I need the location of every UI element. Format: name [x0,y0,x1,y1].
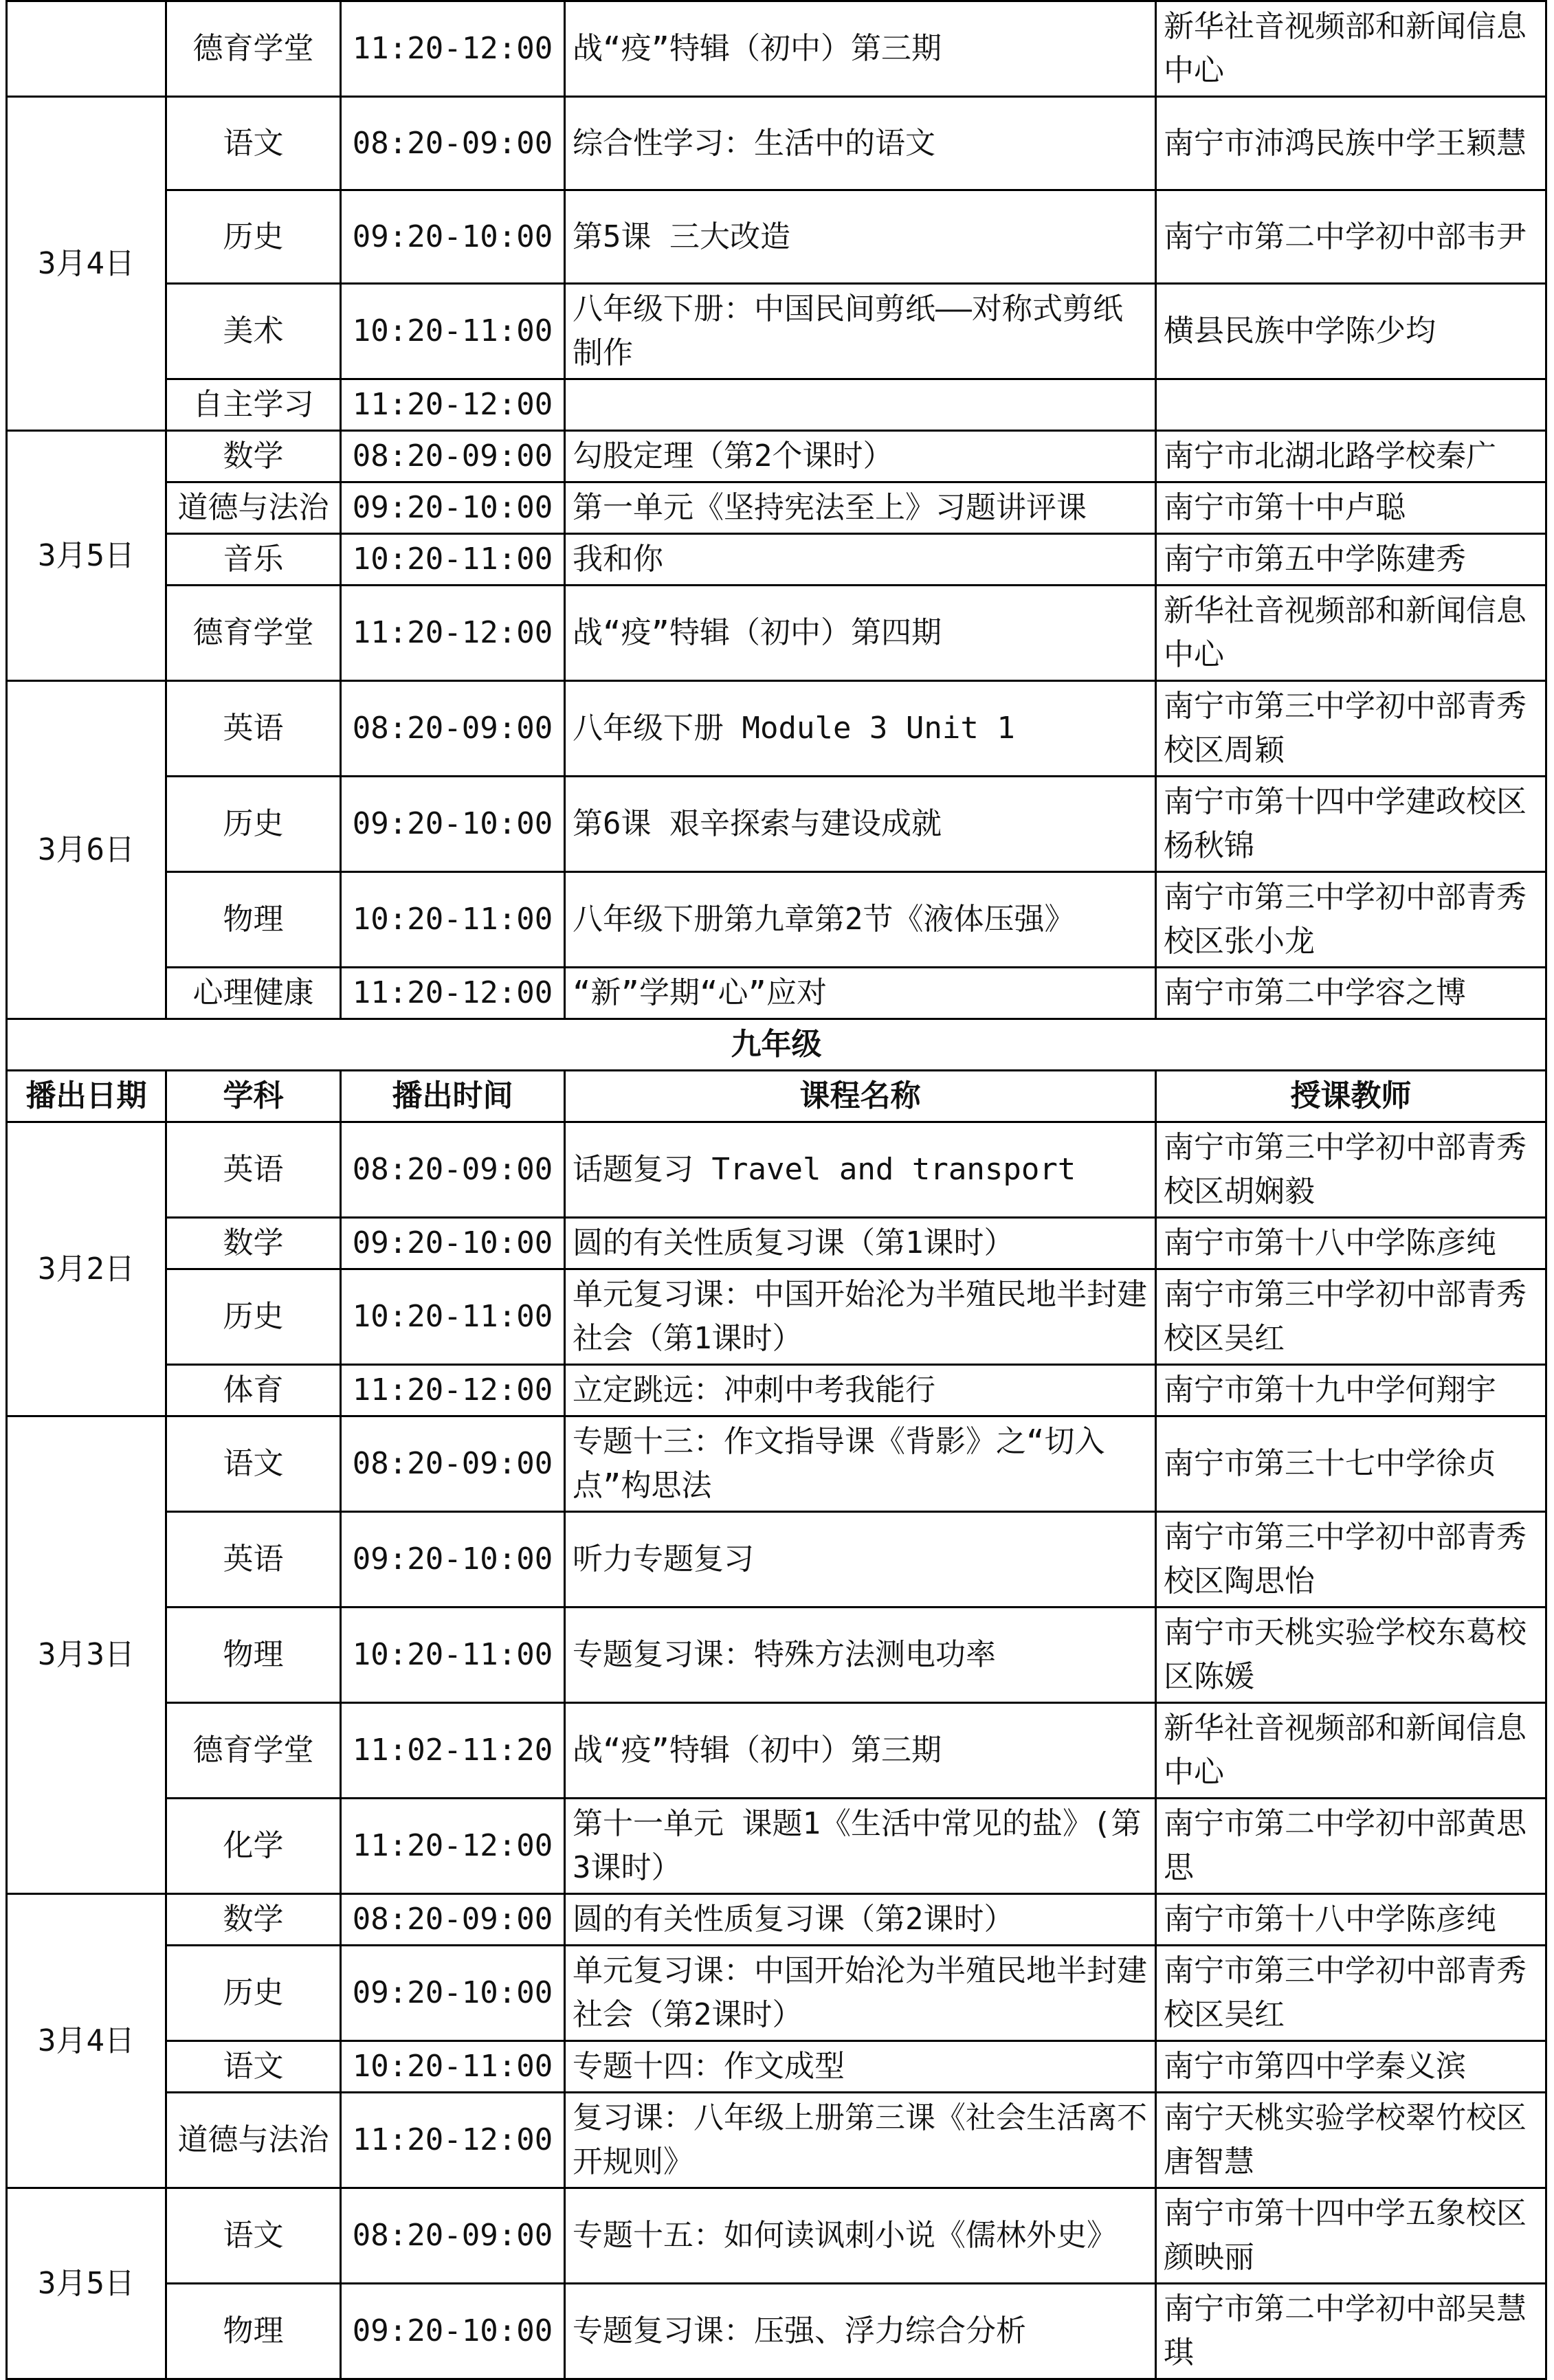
subject-cell: 音乐 [166,534,341,586]
subject-cell: 物理 [166,872,341,968]
table-row [7,1122,1546,1218]
teacher-cell: 南宁市第三十七中学徐贞 [1156,1416,1546,1512]
teacher-cell: 新华社音视频部和新闻信息中心 [1156,1,1546,97]
course-cell: 我和你 [565,534,1156,586]
time-cell: 10:20-11:00 [341,1269,565,1365]
table-row [7,2188,1546,2284]
date-cell: 3月3日 [7,1416,166,1894]
date-cell [7,1,166,97]
table-row [7,1365,1546,1416]
course-cell: 专题十三：作文指导课《背影》之“切入点”构思法 [565,1416,1156,1512]
table-row [7,1416,1546,1512]
teacher-cell: 南宁市第十九中学何翔宇 [1156,1365,1546,1416]
table-row [7,431,1546,482]
time-cell: 10:20-11:00 [341,534,565,586]
header-teacher: 授课教师 [1156,1071,1546,1122]
teacher-cell: 南宁市沛鸿民族中学王颖慧 [1156,97,1546,190]
time-cell: 09:20-10:00 [341,1946,565,2041]
course-cell: 单元复习课：中国开始沦为半殖民地半封建社会（第1课时） [565,1269,1156,1365]
date-cell: 3月4日 [7,1894,166,2188]
header-date: 播出日期 [7,1071,166,1122]
course-cell: 话题复习 Travel and transport [565,1122,1156,1218]
course-cell [565,379,1156,431]
table-row [7,777,1546,872]
time-cell: 11:20-12:00 [341,379,565,431]
course-cell: 复习课：八年级上册第三课《社会生活离不开规则》 [565,2093,1156,2188]
subject-cell: 英语 [166,1512,341,1608]
teacher-cell: 南宁市第三中学初中部青秀校区周颖 [1156,681,1546,777]
subject-cell: 物理 [166,1608,341,1703]
table-row [7,534,1546,586]
course-cell: 综合性学习：生活中的语文 [565,97,1156,190]
subject-cell: 语文 [166,1416,341,1512]
teacher-cell: 南宁市第十中卢聪 [1156,482,1546,534]
course-cell: 专题复习课：压强、浮力综合分析 [565,2284,1156,2379]
table-row [7,2093,1546,2188]
course-cell: 第一单元《坚持宪法至上》习题讲评课 [565,482,1156,534]
subject-cell: 物理 [166,2284,341,2379]
teacher-cell: 南宁天桃实验学校翠竹校区唐智慧 [1156,2093,1546,2188]
time-cell: 09:20-10:00 [341,777,565,872]
time-cell: 10:20-11:00 [341,1608,565,1703]
table-row [7,1799,1546,1894]
table-row [7,586,1546,681]
time-cell: 11:20-12:00 [341,586,565,681]
time-cell: 09:20-10:00 [341,2284,565,2379]
course-cell: 专题复习课：特殊方法测电功率 [565,1608,1156,1703]
time-cell: 11:20-12:00 [341,1365,565,1416]
teacher-cell: 南宁市第三中学初中部青秀校区张小龙 [1156,872,1546,968]
table-row [7,1894,1546,1946]
time-cell: 08:20-09:00 [341,431,565,482]
teacher-cell [1156,379,1546,431]
teacher-cell: 横县民族中学陈少均 [1156,284,1546,379]
subject-cell: 英语 [166,1122,341,1218]
table-row [7,379,1546,431]
time-cell: 11:20-12:00 [341,968,565,1019]
time-cell: 10:20-11:00 [341,2041,565,2093]
course-cell: 八年级下册第九章第2节《液体压强》 [565,872,1156,968]
course-cell: 第5课 三大改造 [565,190,1156,284]
course-cell: 第十一单元 课题1《生活中常见的盐》(第3课时） [565,1799,1156,1894]
table-row [7,1218,1546,1269]
subject-cell: 英语 [166,681,341,777]
teacher-cell: 南宁市第二中学初中部韦尹 [1156,190,1546,284]
course-cell: 立定跳远：冲刺中考我能行 [565,1365,1156,1416]
course-cell: 战“疫”特辑（初中）第三期 [565,1,1156,97]
teacher-cell: 新华社音视频部和新闻信息中心 [1156,1703,1546,1799]
time-cell: 09:20-10:00 [341,1512,565,1608]
table-row [7,1512,1546,1608]
header-course: 课程名称 [565,1071,1156,1122]
teacher-cell: 南宁市第三中学初中部青秀校区吴红 [1156,1269,1546,1365]
course-cell: 圆的有关性质复习课（第1课时） [565,1218,1156,1269]
subject-cell: 心理健康 [166,968,341,1019]
teacher-cell: 南宁市第十八中学陈彦纯 [1156,1218,1546,1269]
table-row [7,1946,1546,2041]
header-row [7,1071,1546,1122]
course-cell: 战“疫”特辑（初中）第四期 [565,586,1156,681]
table-row [7,1608,1546,1703]
teacher-cell: 南宁市第三中学初中部青秀校区胡娴毅 [1156,1122,1546,1218]
teacher-cell: 南宁市天桃实验学校东葛校区陈媛 [1156,1608,1546,1703]
date-cell: 3月6日 [7,681,166,1019]
grade-title-row [7,1019,1546,1071]
table-row [7,968,1546,1019]
time-cell: 08:20-09:00 [341,2188,565,2284]
subject-cell: 德育学堂 [166,1703,341,1799]
course-cell: 专题十四：作文成型 [565,2041,1156,2093]
teacher-cell: 新华社音视频部和新闻信息中心 [1156,586,1546,681]
header-time: 播出时间 [341,1071,565,1122]
teacher-cell: 南宁市第四中学秦义滨 [1156,2041,1546,2093]
course-cell: 听力专题复习 [565,1512,1156,1608]
subject-cell: 历史 [166,777,341,872]
teacher-cell: 南宁市第三中学初中部青秀校区陶思怡 [1156,1512,1546,1608]
subject-cell: 历史 [166,190,341,284]
subject-cell: 体育 [166,1365,341,1416]
subject-cell: 历史 [166,1269,341,1365]
table-row [7,1703,1546,1799]
grade-title: 九年级 [7,1019,1546,1071]
teacher-cell: 南宁市第十四中学建政校区杨秋锦 [1156,777,1546,872]
date-cell: 3月4日 [7,97,166,431]
subject-cell: 历史 [166,1946,341,2041]
subject-cell: 美术 [166,284,341,379]
course-cell: 八年级下册 Module 3 Unit 1 [565,681,1156,777]
table-row [7,1,1546,97]
table-row [7,2041,1546,2093]
teacher-cell: 南宁市第二中学初中部黄思思 [1156,1799,1546,1894]
course-cell: “新”学期“心”应对 [565,968,1156,1019]
time-cell: 10:20-11:00 [341,872,565,968]
schedule-body [7,1,1546,2379]
subject-cell: 德育学堂 [166,1,341,97]
time-cell: 09:20-10:00 [341,190,565,284]
time-cell: 11:20-12:00 [341,2093,565,2188]
subject-cell: 语文 [166,2188,341,2284]
course-cell: 第6课 艰辛探索与建设成就 [565,777,1156,872]
table-row [7,872,1546,968]
table-row [7,1269,1546,1365]
table-row [7,2284,1546,2379]
subject-cell: 化学 [166,1799,341,1894]
table-row [7,97,1546,190]
header-subject: 学科 [166,1071,341,1122]
date-cell: 3月2日 [7,1122,166,1416]
date-cell: 3月5日 [7,431,166,681]
time-cell: 08:20-09:00 [341,97,565,190]
subject-cell: 道德与法治 [166,482,341,534]
teacher-cell: 南宁市第五中学陈建秀 [1156,534,1546,586]
schedule-table [5,0,1547,2380]
course-cell: 战“疫”特辑（初中）第三期 [565,1703,1156,1799]
subject-cell: 德育学堂 [166,586,341,681]
table-row [7,482,1546,534]
subject-cell: 数学 [166,1218,341,1269]
time-cell: 11:20-12:00 [341,1799,565,1894]
table-row [7,190,1546,284]
course-cell: 单元复习课：中国开始沦为半殖民地半封建社会（第2课时） [565,1946,1156,2041]
time-cell: 08:20-09:00 [341,1416,565,1512]
time-cell: 10:20-11:00 [341,284,565,379]
teacher-cell: 南宁市第十四中学五象校区颜映丽 [1156,2188,1546,2284]
time-cell: 11:02-11:20 [341,1703,565,1799]
subject-cell: 数学 [166,431,341,482]
teacher-cell: 南宁市第二中学容之博 [1156,968,1546,1019]
subject-cell: 数学 [166,1894,341,1946]
subject-cell: 道德与法治 [166,2093,341,2188]
time-cell: 09:20-10:00 [341,482,565,534]
subject-cell: 语文 [166,97,341,190]
course-cell: 圆的有关性质复习课（第2课时） [565,1894,1156,1946]
subject-cell: 语文 [166,2041,341,2093]
course-cell: 勾股定理（第2个课时） [565,431,1156,482]
teacher-cell: 南宁市北湖北路学校秦广 [1156,431,1546,482]
course-cell: 专题十五：如何读讽刺小说《儒林外史》 [565,2188,1156,2284]
teacher-cell: 南宁市第十八中学陈彦纯 [1156,1894,1546,1946]
date-cell: 3月5日 [7,2188,166,2379]
time-cell: 11:20-12:00 [341,1,565,97]
time-cell: 09:20-10:00 [341,1218,565,1269]
time-cell: 08:20-09:00 [341,681,565,777]
table-row [7,284,1546,379]
course-cell: 八年级下册：中国民间剪纸——对称式剪纸制作 [565,284,1156,379]
teacher-cell: 南宁市第二中学初中部吴慧琪 [1156,2284,1546,2379]
time-cell: 08:20-09:00 [341,1122,565,1218]
teacher-cell: 南宁市第三中学初中部青秀校区吴红 [1156,1946,1546,2041]
subject-cell: 自主学习 [166,379,341,431]
time-cell: 08:20-09:00 [341,1894,565,1946]
table-row [7,681,1546,777]
